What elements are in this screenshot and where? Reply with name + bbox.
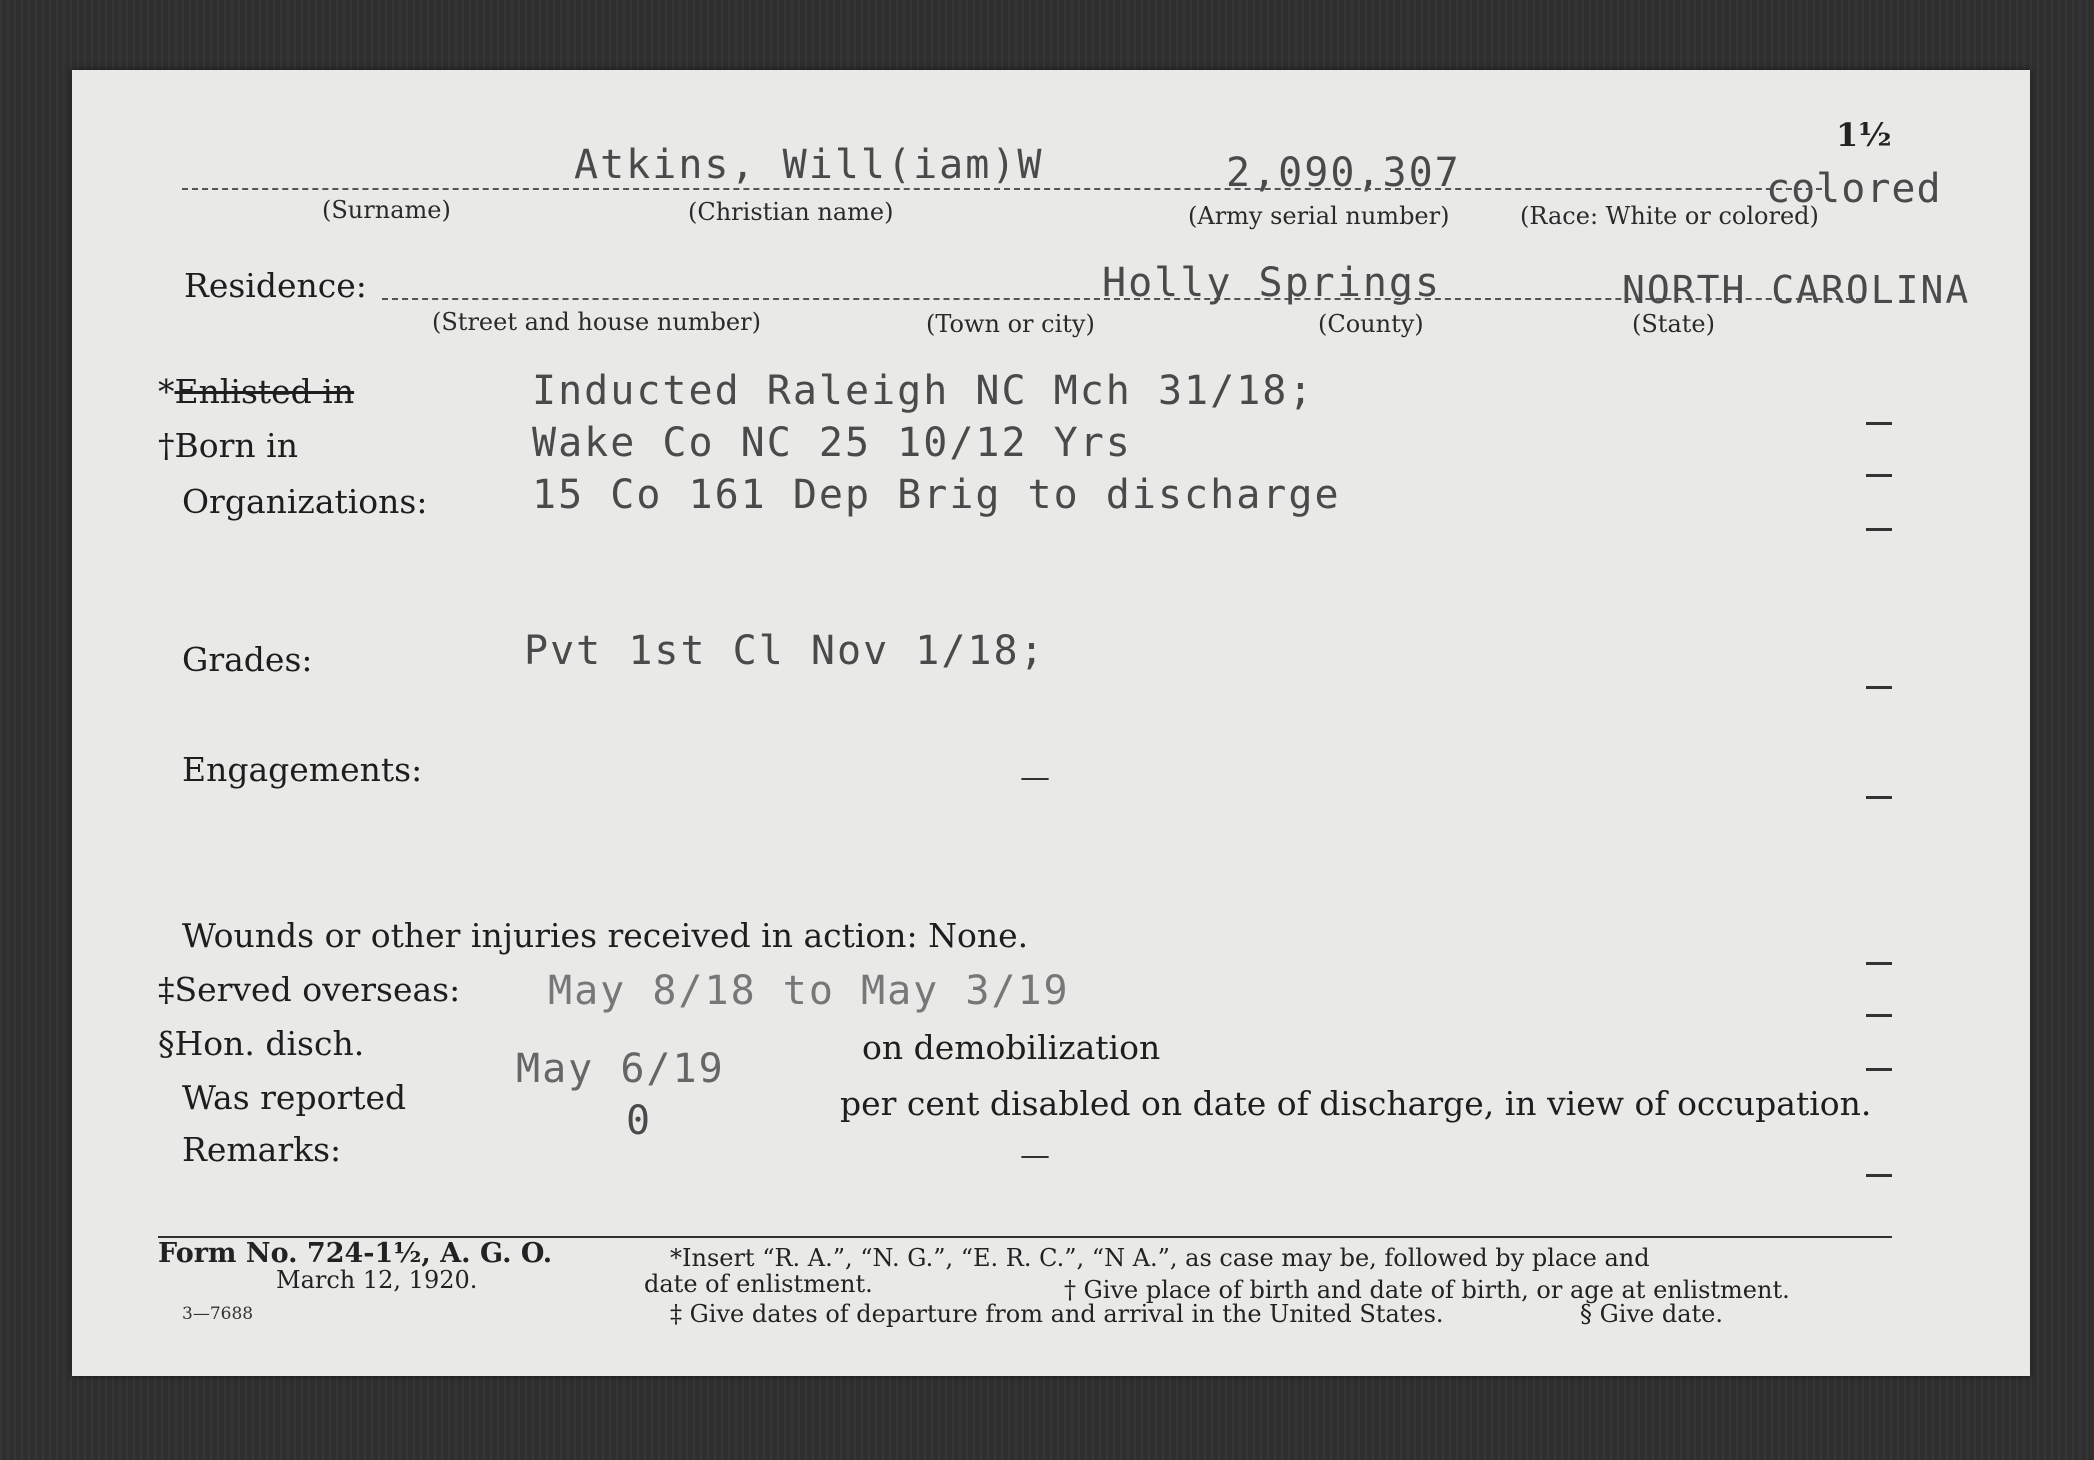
name-value: Atkins, Will(iam)W — [574, 142, 1044, 188]
residence-label: Residence: — [184, 266, 367, 305]
state-value: NORTH CAROLINA — [1622, 268, 1971, 312]
header-line — [182, 188, 1822, 190]
card-number: 1½ — [1836, 116, 1892, 154]
christian-name-caption: (Christian name) — [688, 198, 894, 226]
serial-number-value: 2,090,307 — [1226, 150, 1461, 196]
remarks-value: — — [1020, 1138, 1050, 1173]
discharge-suffix: on demobilization — [862, 1028, 1161, 1067]
print-code: 3—7688 — [182, 1304, 254, 1324]
serial-caption: (Army serial number) — [1188, 202, 1450, 230]
born-value: Wake Co NC 25 10/12 Yrs — [532, 420, 1132, 466]
engagements-label: Engagements: — [182, 750, 423, 789]
discharge-label-text: Hon. disch. — [174, 1024, 365, 1063]
enlisted-value: Inducted Raleigh NC Mch 31/18; — [532, 368, 1315, 414]
footnote-1a: *Insert “R. A.”, “N. G.”, “E. R. C.”, “N A.”, as case may be, followed by place and — [670, 1244, 1650, 1272]
born-label-text: Born in — [174, 426, 298, 465]
enlisted-mark: * — [158, 372, 175, 411]
footnote-2: † Give place of birth and date of birth, or age at enlistment. — [1064, 1276, 1790, 1304]
organizations-label: Organizations: — [182, 482, 428, 521]
overseas-label-text: Served overseas: — [174, 970, 461, 1009]
race-caption: (Race: White or colored) — [1520, 202, 1819, 230]
wounds-label: Wounds or other injuries received in action: — [182, 916, 918, 955]
born-mark: † — [158, 426, 175, 465]
wounds-value: None. — [928, 916, 1029, 955]
grades-label: Grades: — [182, 640, 313, 679]
footnote-1b: date of enlistment. — [644, 1270, 873, 1298]
wounds-row — [182, 916, 1028, 955]
organizations-value: 15 Co 161 Dep Brig to discharge — [532, 472, 1341, 518]
margin-dash — [1866, 474, 1892, 477]
margin-dash — [1866, 422, 1892, 425]
town-caption: (Town or city) — [926, 310, 1095, 338]
reported-value: 0 — [626, 1098, 653, 1144]
margin-dash — [1866, 1014, 1892, 1017]
margin-dash — [1866, 1068, 1892, 1071]
town-value: Holly Springs — [1102, 260, 1442, 306]
remarks-label: Remarks: — [182, 1130, 342, 1169]
footnote-4: § Give date. — [1580, 1300, 1724, 1328]
reported-label: Was reported — [182, 1078, 407, 1117]
reported-suffix: per cent disabled on date of discharge, in view of occupation. — [840, 1084, 1872, 1123]
state-caption: (State) — [1632, 310, 1715, 338]
overseas-mark: ‡ — [158, 970, 175, 1009]
discharge-label — [158, 1024, 364, 1063]
street-caption: (Street and house number) — [432, 308, 761, 336]
margin-dash — [1866, 528, 1892, 531]
service-record-card — [72, 70, 2030, 1376]
discharge-value: May 6/19 — [516, 1046, 725, 1092]
footnote-3: ‡ Give dates of departure from and arrival in the United States. — [670, 1300, 1444, 1328]
margin-dash — [1866, 796, 1892, 799]
discharge-mark: § — [158, 1024, 175, 1063]
overseas-label — [158, 970, 460, 1009]
overseas-value: May 8/18 to May 3/19 — [548, 968, 1070, 1014]
margin-dash — [1866, 686, 1892, 689]
grades-value: Pvt 1st Cl Nov 1/18; — [524, 628, 1046, 674]
form-number: Form No. 724-1½, A. G. O. — [158, 1238, 553, 1269]
county-caption: (County) — [1318, 310, 1424, 338]
race-value: colored — [1766, 166, 1942, 212]
form-date: March 12, 1920. — [276, 1266, 478, 1294]
margin-dash — [1866, 1174, 1892, 1177]
enlisted-label — [158, 372, 354, 411]
margin-dash — [1866, 962, 1892, 965]
engagements-value: — — [1020, 760, 1050, 795]
surname-caption: (Surname) — [322, 196, 451, 224]
enlisted-label-text: Enlisted in — [174, 372, 355, 411]
born-label — [158, 426, 298, 465]
